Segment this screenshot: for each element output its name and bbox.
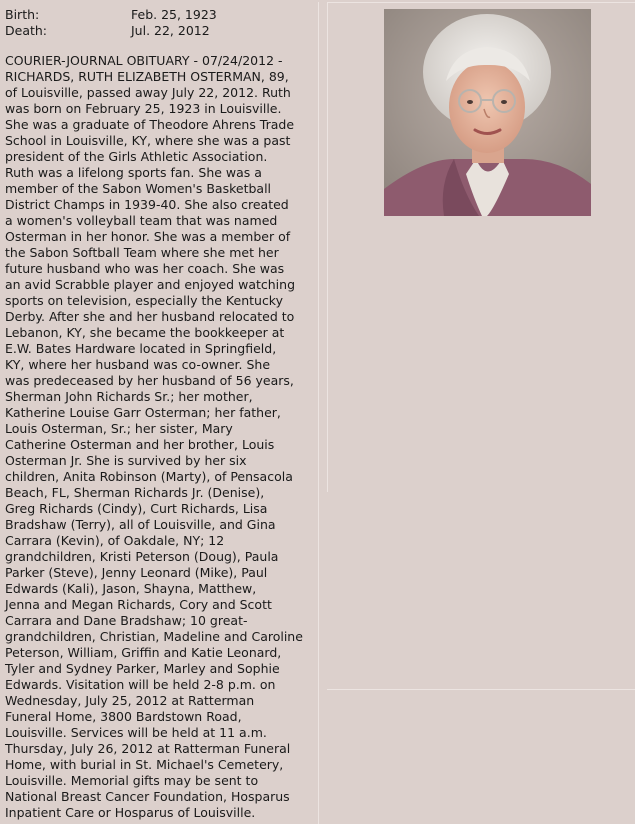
obituary-line: Lebanon, KY, she became the bookkeeper at bbox=[5, 325, 285, 340]
obituary-line: District Champs in 1939-40. She also created bbox=[5, 197, 289, 212]
obituary-line: grandchildren, Kristi Peterson (Doug), Paula bbox=[5, 549, 279, 564]
obituary-line: RICHARDS, RUTH ELIZABETH OSTERMAN, 89, bbox=[5, 69, 289, 84]
obituary-line: Parker (Steve), Jenny Leonard (Mike), Paul bbox=[5, 565, 268, 580]
obituary-line: Thursday, July 26, 2012 at Ratterman Funeral bbox=[5, 741, 291, 756]
obituary-line: Derby. After she and her husband relocated to bbox=[5, 309, 295, 324]
obituary-line: Louisville. Services will be held at 11 a.m. bbox=[5, 725, 267, 740]
obituary-line: an avid Scrabble player and enjoyed watching bbox=[5, 277, 296, 292]
death-row bbox=[5, 23, 210, 39]
panel-divider bbox=[327, 689, 635, 690]
obituary-line: Peterson, William, Griffin and Katie Leonard, bbox=[5, 645, 282, 660]
obituary-line: Bradshaw (Terry), all of Louisville, and Gina bbox=[5, 517, 276, 532]
obituary-line: member of the Sabon Women's Basketball bbox=[5, 181, 272, 196]
obituary-line: E.W. Bates Hardware located in Springfield, bbox=[5, 341, 277, 356]
obituary-line: National Breast Cancer Foundation, Hosparus bbox=[5, 789, 290, 804]
obituary-line: She was a graduate of Theodore Ahrens Trade bbox=[5, 117, 295, 132]
obituary-line: the Sabon Softball Team where she met her bbox=[5, 245, 279, 260]
obituary-line: sports on television, especially the Kentucky bbox=[5, 293, 284, 308]
obituary-line: Beach, FL, Sherman Richards Jr. (Denise), bbox=[5, 485, 265, 500]
obituary-line: Tyler and Sydney Parker, Marley and Sophie bbox=[5, 661, 280, 676]
obituary-line: was predeceased by her husband of 56 years, bbox=[5, 373, 294, 388]
obituary-line: Funeral Home, 3800 Bardstown Road, bbox=[5, 709, 242, 724]
obituary-line: Osterman Jr. She is survived by her six bbox=[5, 453, 247, 468]
death-label: Death: bbox=[5, 23, 48, 38]
obituary-line: a women's volleyball team that was named bbox=[5, 213, 278, 228]
obituary-line: grandchildren, Christian, Madeline and Caroline bbox=[5, 629, 303, 644]
obituary-line: Home, with burial in St. Michael's Cemetery, bbox=[5, 757, 284, 772]
obituary-line: of Louisville, passed away July 22, 2012. Ruth bbox=[5, 85, 291, 100]
obituary-line: Jenna and Megan Richards, Cory and Scott bbox=[5, 597, 272, 612]
obituary-line: Katherine Louise Garr Osterman; her father, bbox=[5, 405, 281, 420]
obituary-line: Edwards (Kali), Jason, Shayna, Matthew, bbox=[5, 581, 257, 596]
obituary-line: Carrara and Dane Bradshaw; 10 great- bbox=[5, 613, 248, 628]
obituary-line: Sherman John Richards Sr.; her mother, bbox=[5, 389, 253, 404]
death-date: Jul. 22, 2012 bbox=[131, 23, 210, 38]
obituary-line: Ruth was a lifelong sports fan. She was a bbox=[5, 165, 262, 180]
obituary-line: was born on February 25, 1923 in Louisville. bbox=[5, 101, 282, 116]
birth-date: Feb. 25, 1923 bbox=[131, 7, 217, 22]
obituary-line: School in Louisville, KY, where she was a past bbox=[5, 133, 291, 148]
birth-row bbox=[5, 7, 217, 23]
memorial-photo[interactable] bbox=[384, 9, 591, 216]
obituary-line: KY, where her husband was co-owner. She bbox=[5, 357, 271, 372]
obituary-line: children, Anita Robinson (Marty), of Pensacola bbox=[5, 469, 293, 484]
obituary-text bbox=[5, 53, 317, 821]
portrait-image bbox=[384, 9, 591, 216]
obituary-line: COURIER-JOURNAL OBITUARY - 07/24/2012 - bbox=[5, 53, 283, 68]
obituary-line: future husband who was her coach. She was bbox=[5, 261, 285, 276]
obituary-line: Greg Richards (Cindy), Curt Richards, Lisa bbox=[5, 501, 268, 516]
obituary-line: Wednesday, July 25, 2012 at Ratterman bbox=[5, 693, 255, 708]
birth-label: Birth: bbox=[5, 7, 40, 22]
obituary-line: Louisville. Memorial gifts may be sent to bbox=[5, 773, 259, 788]
obituary-line: president of the Girls Athletic Association. bbox=[5, 149, 268, 164]
obituary-line: Catherine Osterman and her brother, Louis bbox=[5, 437, 275, 452]
obituary-line: Louis Osterman, Sr.; her sister, Mary bbox=[5, 421, 233, 436]
obituary-line: Edwards. Visitation will be held 2-8 p.m. on bbox=[5, 677, 276, 692]
obituary-line: Inpatient Care or Hosparus of Louisville. bbox=[5, 805, 256, 820]
obituary-line: Osterman in her honor. She was a member of bbox=[5, 229, 291, 244]
obituary-line: Carrara (Kevin), of Oakdale, NY; 12 bbox=[5, 533, 225, 548]
